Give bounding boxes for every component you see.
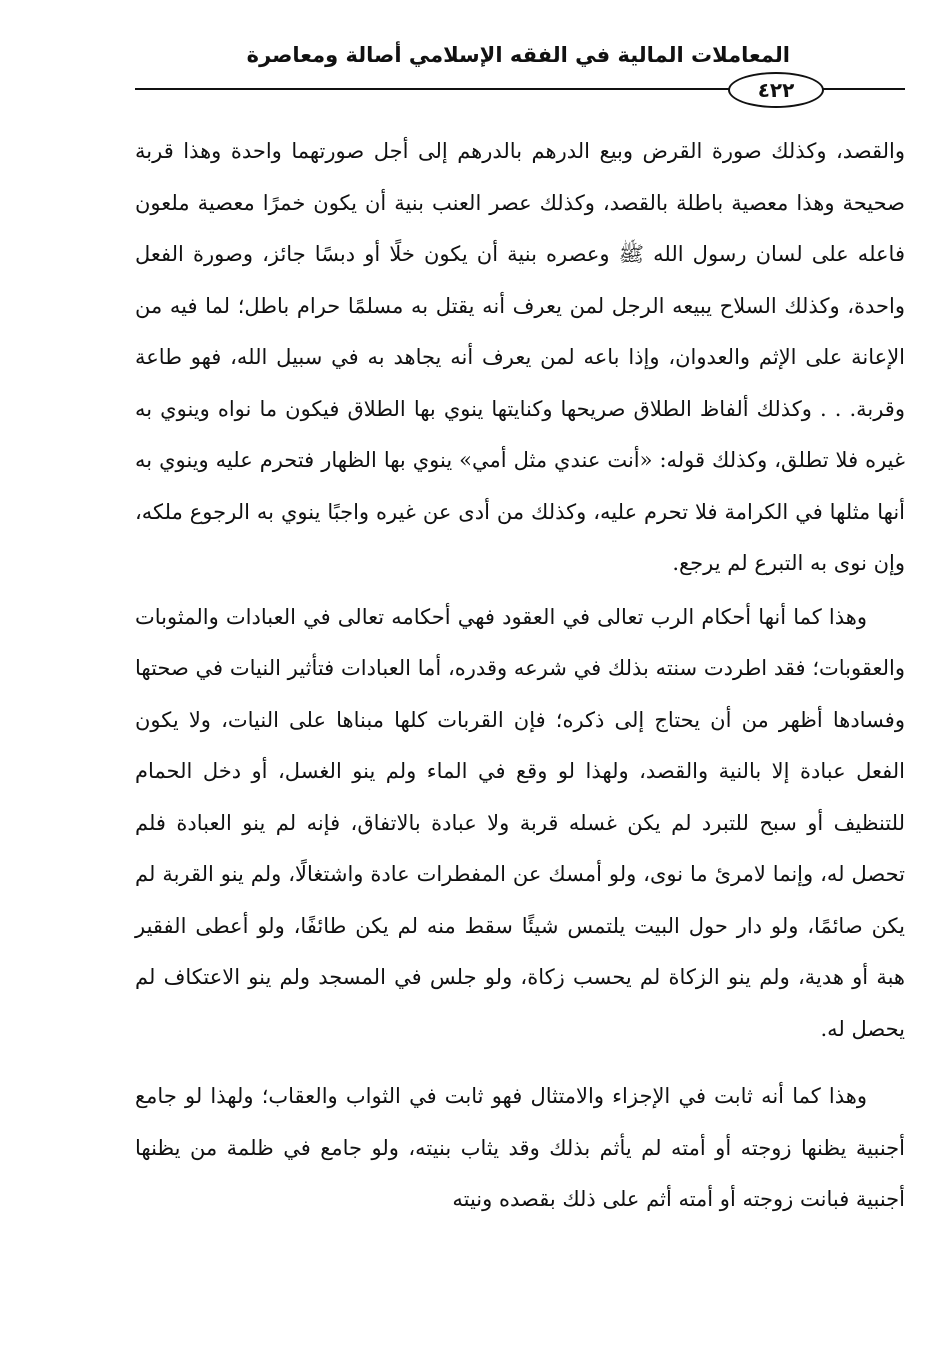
paragraph-2: وهذا كما أنها أحكام الرب تعالى في العقود فهي أحكامه تعالى في العبادات والمثوبات والعقوبات؛ فقد اطردت سنته بذلك في شرعه وقدره، أما العبادات فتأثير النيات في صحتها وفسادها أظهر من أن يحتاج إلى ذكره؛ فإن القربات كلها مبناها على النيات، ولا يكون الفعل عبادة إلا بالنية والقصد، ولهذا لو وقع في الماء ولم ينو الغسل، أو دخل الحمام للتنظيف أو سبح للتبرد لم يكن غسله قربة ولا عبادة بالاتفاق، فإنه لم ينو العبادة فلم تحصل له، وإنما لامرئ ما نوى، ولو أمسك عن المفطرات عادة واشتغالًا، ولم ينو القربة لم يكن صائمًا، ولو دار حول البيت يلتمس شيئًا سقط منه لم يكن طائفًا، ولو أعطى الفقير هبة أو هدية، ولم ينو الزكاة لم يحسب زكاة، ولو جلس في المسجد ولم ينو الاعتكاف لم يحصل له. (135, 604, 905, 1041)
running-title: المعاملات المالية في الفقه الإسلامي أصالة ومعاصرة (246, 43, 790, 67)
body-text (135, 126, 905, 1226)
paragraph-3: وهذا كما أنه ثابت في الإجزاء والامتثال فهو ثابت في الثواب والعقاب؛ ولهذا لو جامع أجنبية يظنها زوجته أو أمته لم يأثم بذلك وقد يثاب بنيته، ولو جامع في ظلمة من يظنها أجنبية فبانت زوجته أو أمته أثم على ذلك بقصده ونيته (135, 1084, 905, 1211)
paragraph-1: والقصد، وكذلك صورة القرض وبيع الدرهم بالدرهم إلى أجل صورتهما واحدة وهذا قربة صحيحة وهذا معصية باطلة بالقصد، وكذلك عصر العنب بنية أن يكون خمرًا معصية ملعون فاعله على لسان رسول الله ﷺ وعصره بنية أن يكون خلًا أو دبسًا جائز، وصورة الفعل واحدة، وكذلك السلاح يبيعه الرجل لمن يعرف أنه يقتل به مسلمًا حرام باطل؛ لما فيه من الإعانة على الإثم والعدوان، وإذا باعه لمن يعرف أنه يجاهد به في سبيل الله، فهو طاعة وقربة. . . وكذلك ألفاظ الطلاق صريحها وكنايتها ينوي بها الطلاق فيكون ما نواه وينوي به غيره فلا تطلق، وكذلك قوله: «أنت عندي مثل أمي» ينوي بها الظهار فتحرم عليه وينوي به أنها مثلها في الكرامة فلا تحرم عليه، وكذلك من أدى عن غيره واجبًا ينوي به الرجوع ملكه، وإن نوى به التبرع لم يرجع. (135, 139, 905, 575)
page-number-badge: ٤٢٢ (728, 72, 824, 108)
